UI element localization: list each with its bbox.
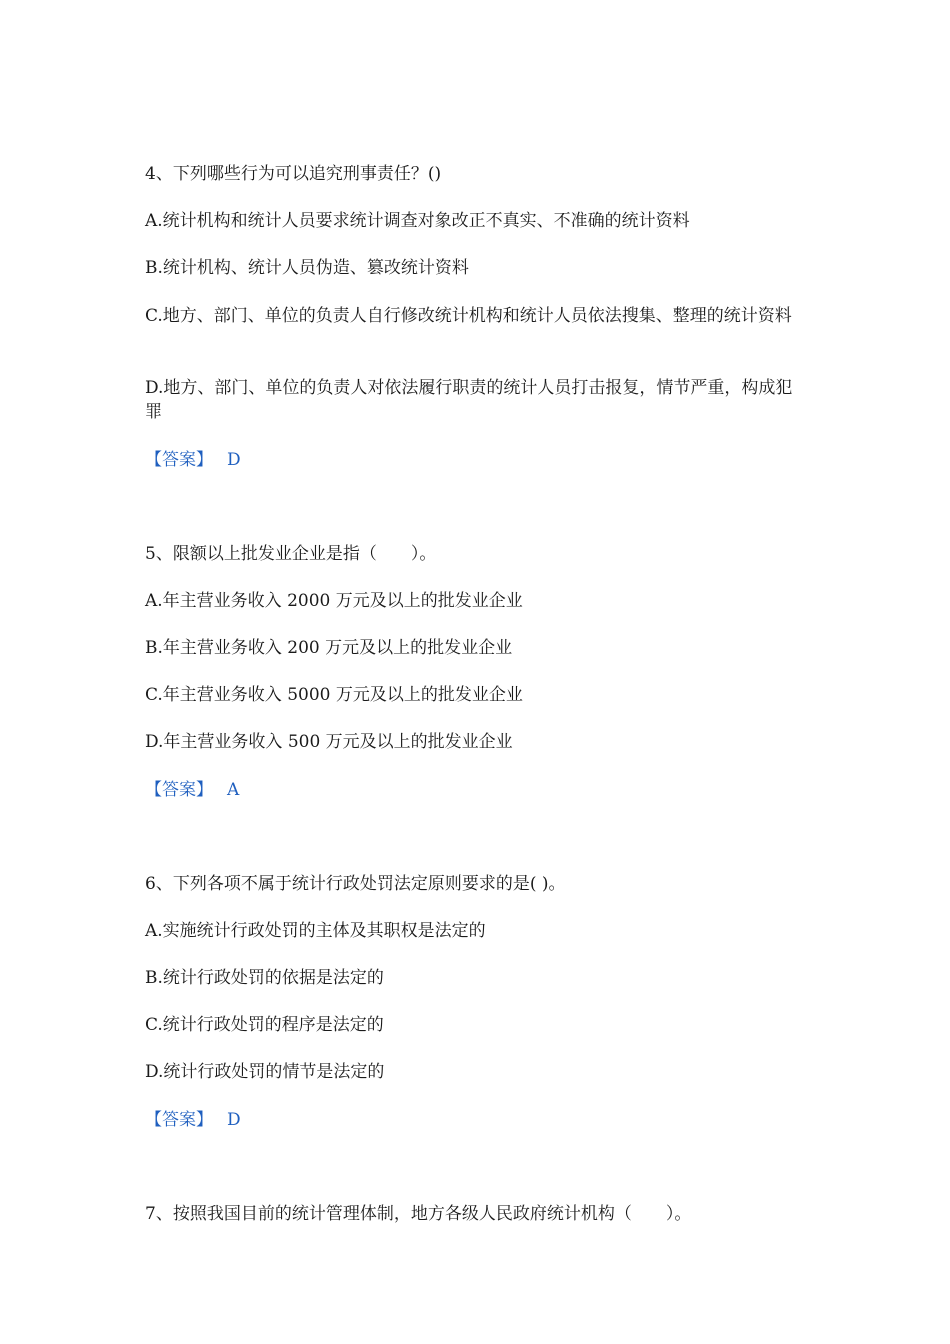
question-5-option-c: C.年主营业务收入 5000 万元及以上的批发业企业	[145, 685, 523, 705]
answer-value: D	[227, 1110, 241, 1130]
question-4-answer	[145, 448, 805, 472]
question-4-option-c: C.地方、部门、单位的负责人自行修改统计机构和统计人员依法搜集、整理的统计资料	[145, 306, 792, 326]
answer-value: D	[227, 450, 241, 470]
question-6-option-d: D.统计行政处罚的情节是法定的	[145, 1062, 385, 1082]
question-6-option-a: A.实施统计行政处罚的主体及其职权是法定的	[145, 921, 486, 941]
question-4-option-b: B.统计机构、统计人员伪造、篡改统计资料	[145, 258, 469, 278]
question-6-option-b: B.统计行政处罚的依据是法定的	[145, 968, 384, 988]
question-4-option-d: D.地方、部门、单位的负责人对依法履行职责的统计人员打击报复，情节严重，构成犯罪	[145, 378, 793, 422]
question-6-answer	[145, 1108, 805, 1132]
question-4-stem: 4、下列哪些行为可以追究刑事责任？()	[145, 164, 442, 184]
question-5-option-a: A.年主营业务收入 2000 万元及以上的批发业企业	[145, 591, 523, 611]
answer-label: 【答案】	[145, 450, 213, 470]
question-4-option-a: A.统计机构和统计人员要求统计调查对象改正不真实、不准确的统计资料	[145, 211, 690, 231]
question-6-stem: 6、下列各项不属于统计行政处罚法定原则要求的是( )。	[145, 874, 566, 894]
question-5-option-b: B.年主营业务收入 200 万元及以上的批发业企业	[145, 638, 513, 658]
question-5-stem: 5、限额以上批发业企业是指（ ）。	[145, 544, 437, 564]
answer-label: 【答案】	[145, 1110, 213, 1130]
answer-value: A	[227, 780, 240, 800]
question-6-option-c: C.统计行政处罚的程序是法定的	[145, 1015, 384, 1035]
answer-label: 【答案】	[145, 780, 213, 800]
question-5-answer	[145, 778, 805, 802]
question-5-option-d: D.年主营业务收入 500 万元及以上的批发业企业	[145, 732, 513, 752]
question-7-stem: 7、按照我国目前的统计管理体制，地方各级人民政府统计机构（ ）。	[145, 1204, 692, 1224]
